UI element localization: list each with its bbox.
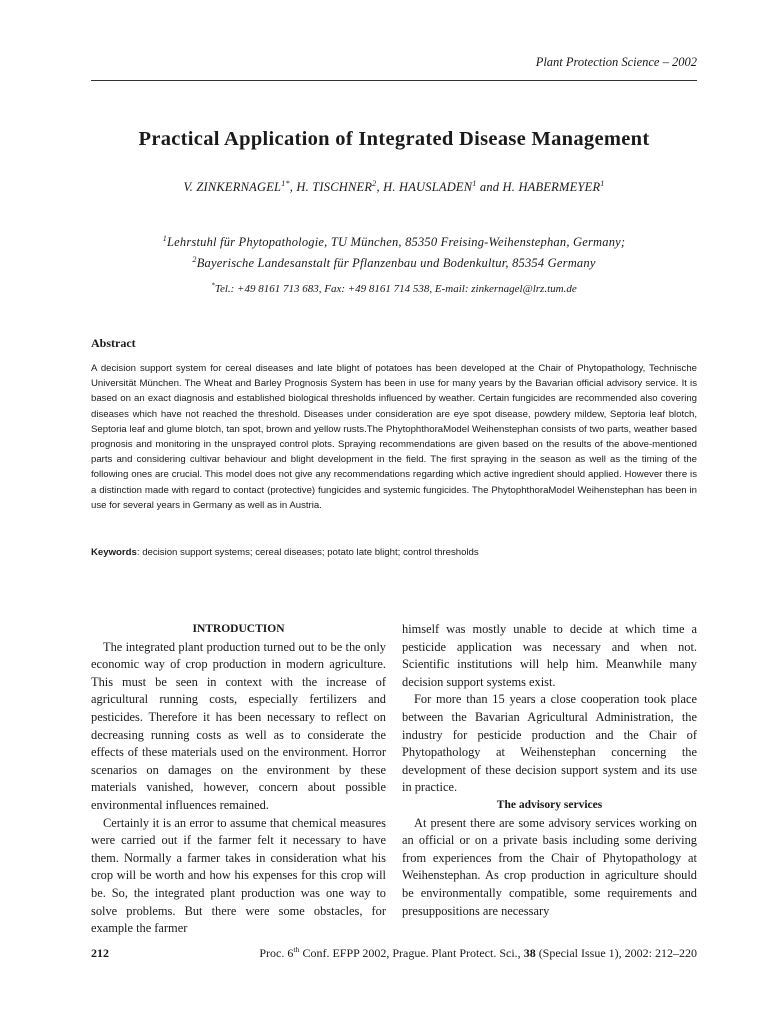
abstract-text: A decision support system for cereal diseases and late blight of potatoes has been developed at the Chair of Phytopathology, Technische Universität München. The Wheat and Barley Prognosis System has been in use for many years by the Bavarian official advisory service. It is based on an exact diagnosis and established biological thresholds influenced by weather. Certain fungicides are recommended also covering diseases which have not reached the threshold. Diseases under consideration are eye spot disease, powdery mildew, Septoria leaf blotch, Septoria leaf and glume blotch, tan spot, brown and yellow rusts.The PhytophthoraModel Weihenstephan consists of two parts, weather based prognosis and monitoring in the unsprayed control plots. Spraying recommendations are given based on the results of the above-mentioned parts and considering cultivar behaviour and blight development in the field. The first spraying in the season as well as the timing of the following ones are crucial. This model does not give any recommendations regarding which active ingredient should applied. However there is a distinction made with regard to contact (protective) fungicides and systemic fungicides. The PhytophthoraModel Weihenstephan has been in use for several years in Germany as well as in Austria. bbox=[91, 363, 697, 511]
paragraph: The integrated plant production turned out to be the only economic way of crop production in modern agriculture. This must be seen in context with the increase of agricultural running costs, especially fertilizers and pesticides. Therefore it has been necessary to reflect on decreasing running costs as well as to considerate the effects of these materials used on the environment. Horror scenarios on damages on the environment by these materials vanished, however, concern about possible environmental influences remained. bbox=[91, 639, 386, 812]
paper-title: Practical Application of Integrated Disease Management bbox=[138, 128, 650, 150]
author-name: , H. HAUSLADEN bbox=[376, 180, 473, 194]
affiliation-mark: 1 bbox=[162, 233, 167, 243]
author-affiliation-mark: 1* bbox=[281, 178, 290, 188]
paragraph: Certainly it is an error to assume that chemical measures were carried out if the farmer felt it necessary to have them. Normally a farmer takes in consideration what his crop will be worth and how his expenses for this crop will be. So, the integrated plant production was one way to solve problems. But there were some obstacles, for example the farmer bbox=[91, 815, 386, 936]
author-name: V. ZINKERNAGEL bbox=[183, 180, 282, 194]
affiliation-1 bbox=[0, 235, 770, 250]
keywords bbox=[91, 547, 697, 558]
contact-mark: * bbox=[211, 281, 215, 290]
abstract-heading: Abstract bbox=[91, 336, 136, 350]
paragraph: For more than 15 years a close cooperation took place between the Bavarian Agricultural Administration, the industry for pesticide production and the Chair of Phytopathology at Weihenstephan concerning the development of these decision support system and its use in practice. bbox=[402, 692, 697, 795]
affiliation-text: Lehrstuhl für Phytopathologie, TU München, 85350 Freising-Weihenstephan, Germany; bbox=[166, 235, 626, 249]
left-column bbox=[91, 621, 386, 938]
introduction-heading: INTRODUCTION bbox=[192, 623, 285, 635]
citation-text: Conf. EFPP 2002, Prague. Plant Protect. Sci., bbox=[299, 946, 524, 960]
author-affiliation-mark: 1 bbox=[600, 178, 605, 188]
journal-header: Plant Protection Science – 2002 bbox=[535, 55, 697, 69]
right-column bbox=[402, 621, 697, 920]
keywords-text: : decision support systems; cereal diseases; potato late blight; control thresholds bbox=[136, 547, 479, 558]
advisory-heading: The advisory services bbox=[496, 798, 603, 811]
citation-text: Proc. 6 bbox=[259, 946, 294, 960]
paragraph: At present there are some advisory services working on an official or on a private basis including some deriving from experiences from the Chair of Phytopathology at Weihenstephan. As crop production in agriculture should be environmentally compatible, some requirements and presuppositions are necessary bbox=[402, 815, 697, 918]
page-number: 212 bbox=[91, 946, 109, 960]
header-rule bbox=[91, 80, 697, 81]
citation-sup: th bbox=[293, 945, 300, 954]
affiliation-mark: 2 bbox=[192, 254, 197, 264]
author-name: , H. TISCHNER bbox=[289, 180, 373, 194]
contact-text: Tel.: +49 8161 713 683, Fax: +49 8161 714 538, E-mail: zinkernagel@lrz.tum.de bbox=[214, 283, 577, 295]
author-affiliation-mark: 2 bbox=[372, 178, 377, 188]
paragraph: himself was mostly unable to decide at which time a pesticide application was necessary and when not. Scientific institutions will help him. Meanwhile many decision support systems exist. bbox=[402, 622, 697, 689]
contact-line bbox=[0, 283, 770, 295]
citation bbox=[259, 946, 697, 961]
author-affiliation-mark: 1 bbox=[472, 178, 477, 188]
affiliation-2 bbox=[0, 256, 770, 271]
citation-volume: 38 bbox=[523, 946, 536, 960]
citation-text: (Special Issue 1), 2002: 212–220 bbox=[535, 946, 697, 960]
affiliation-text: Bayerische Landesanstalt für Pflanzenbau und Bodenkultur, 85354 Germany bbox=[196, 256, 596, 270]
keywords-label: Keywords bbox=[91, 547, 137, 558]
author-list bbox=[0, 180, 770, 195]
author-name: and H. HABERMEYER bbox=[476, 180, 601, 194]
